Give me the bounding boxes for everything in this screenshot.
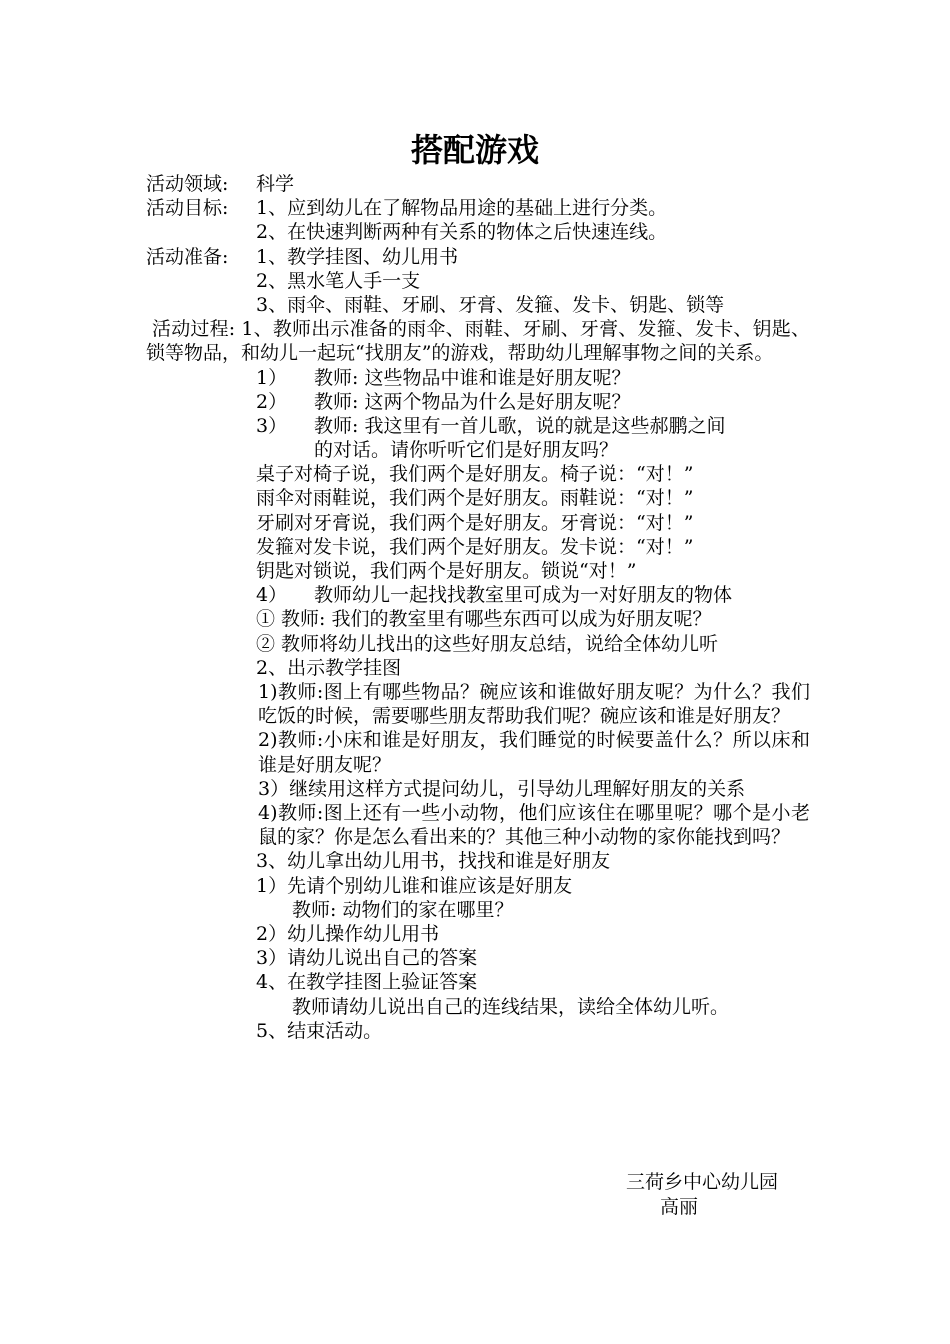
signature-organization: 三荷乡中心幼儿园 bbox=[626, 1171, 779, 1193]
rhyme-line: 桌子对椅子说，我们两个是好朋友。椅子说：“对！” bbox=[256, 463, 694, 486]
question-text: 教师幼儿一起找找教室里可成为一对好朋友的物体 bbox=[314, 584, 733, 607]
rhyme-line: 雨伞对雨鞋说，我们两个是好朋友。雨鞋说：“对！” bbox=[256, 487, 694, 510]
process-intro: 活动过程: 1、教师出示准备的雨伞、雨鞋、牙刷、牙膏、发箍、发卡、钥匙、锁等物品，和幼儿一起玩“找朋友”的游戏，帮助幼儿理解事物之间的关系。 bbox=[146, 318, 810, 365]
document-body bbox=[146, 172, 810, 1043]
section-5-heading: 5、结束活动。 bbox=[256, 1019, 383, 1042]
goals-label: 活动目标: bbox=[146, 197, 229, 220]
question-text: 教师: 这两个物品为什么是好朋友呢？ bbox=[314, 390, 631, 413]
question-3-continued: 的对话。请你听听它们是好朋友吗？ bbox=[314, 439, 619, 462]
question-3 bbox=[146, 414, 810, 438]
goal-item: 2、在快速判断两种有关系的物体之后快速连线。 bbox=[256, 221, 668, 244]
signature-author: 高丽 bbox=[660, 1196, 699, 1218]
prep-item: 2、黑水笔人手一支 bbox=[256, 269, 421, 292]
circled-item-2: ② 教师将幼儿找出的这些好朋友总结，说给全体幼儿听 bbox=[256, 632, 719, 655]
domain-row bbox=[146, 172, 810, 196]
section-2-point-2: 2)教师:小床和谁是好朋友，我们睡觉的时候要盖什么？所以床和谁是好朋友呢？ bbox=[258, 729, 810, 776]
prep-label: 活动准备: bbox=[146, 245, 229, 268]
question-number: 2） bbox=[256, 390, 288, 413]
section-2-heading: 2、出示教学挂图 bbox=[256, 656, 402, 679]
question-number: 1） bbox=[256, 366, 288, 389]
rhyme-line: 钥匙对锁说，我们两个是好朋友。锁说“对！” bbox=[256, 560, 637, 583]
prep-row bbox=[146, 245, 810, 269]
circled-item-1: ① 教师: 我们的教室里有哪些东西可以成为好朋友呢？ bbox=[256, 608, 712, 631]
section-3-step-1-sub: 教师: 动物们的家在哪里？ bbox=[292, 898, 514, 921]
rhyme-line: 牙刷对牙膏说，我们两个是好朋友。牙膏说：“对！” bbox=[256, 511, 694, 534]
section-3-step-2: 2）幼儿操作幼儿用书 bbox=[256, 922, 440, 945]
goals-row bbox=[146, 196, 810, 220]
section-4-sub: 教师请幼儿说出自己的连线结果，读给全体幼儿听。 bbox=[292, 995, 730, 1018]
section-3-step-1: 1）先请个别幼儿谁和谁应该是好朋友 bbox=[256, 874, 573, 897]
domain-value: 科学 bbox=[256, 173, 295, 195]
question-2 bbox=[146, 390, 810, 414]
question-text: 教师: 这些物品中谁和谁是好朋友呢？ bbox=[314, 366, 631, 389]
section-2-point-4: 4)教师:图上还有一些小动物，他们应该住在哪里呢？哪个是小老鼠的家？你是怎么看出来的？其他三种小动物的家你能找到吗？ bbox=[258, 801, 810, 849]
section-3-step-3: 3）请幼儿说出自己的答案 bbox=[256, 947, 478, 970]
section-2-point-3: 3）继续用这样方式提问幼儿，引导幼儿理解好朋友的关系 bbox=[258, 777, 746, 800]
goal-item: 1、应到幼儿在了解物品用途的基础上进行分类。 bbox=[256, 197, 668, 220]
domain-label: 活动领域: bbox=[146, 173, 229, 195]
section-3-heading: 3、幼儿拿出幼儿用书，找找和谁是好朋友 bbox=[256, 850, 611, 873]
prep-item: 3、雨伞、雨鞋、牙刷、牙膏、发箍、发卡、钥匙、锁等 bbox=[256, 293, 725, 316]
question-number: 4） bbox=[256, 584, 288, 607]
rhyme-line: 发箍对发卡说，我们两个是好朋友。发卡说：“对！” bbox=[256, 535, 694, 558]
section-2-point-1: 1)教师:图上有哪些物品？碗应该和谁做好朋友呢？为什么？我们吃饭的时候，需要哪些朋友帮助我们呢？碗应该和谁是好朋友？ bbox=[258, 680, 810, 728]
question-number: 3） bbox=[256, 414, 288, 437]
question-text: 教师: 我这里有一首儿歌，说的就是这些郝鹏之间 bbox=[314, 414, 726, 437]
document-title: 搭配游戏 bbox=[410, 131, 539, 169]
prep-item: 1、教学挂图、幼儿用书 bbox=[256, 245, 459, 268]
question-1 bbox=[146, 366, 810, 390]
question-4 bbox=[146, 583, 810, 607]
section-4-heading: 4、在教学挂图上验证答案 bbox=[256, 971, 478, 994]
